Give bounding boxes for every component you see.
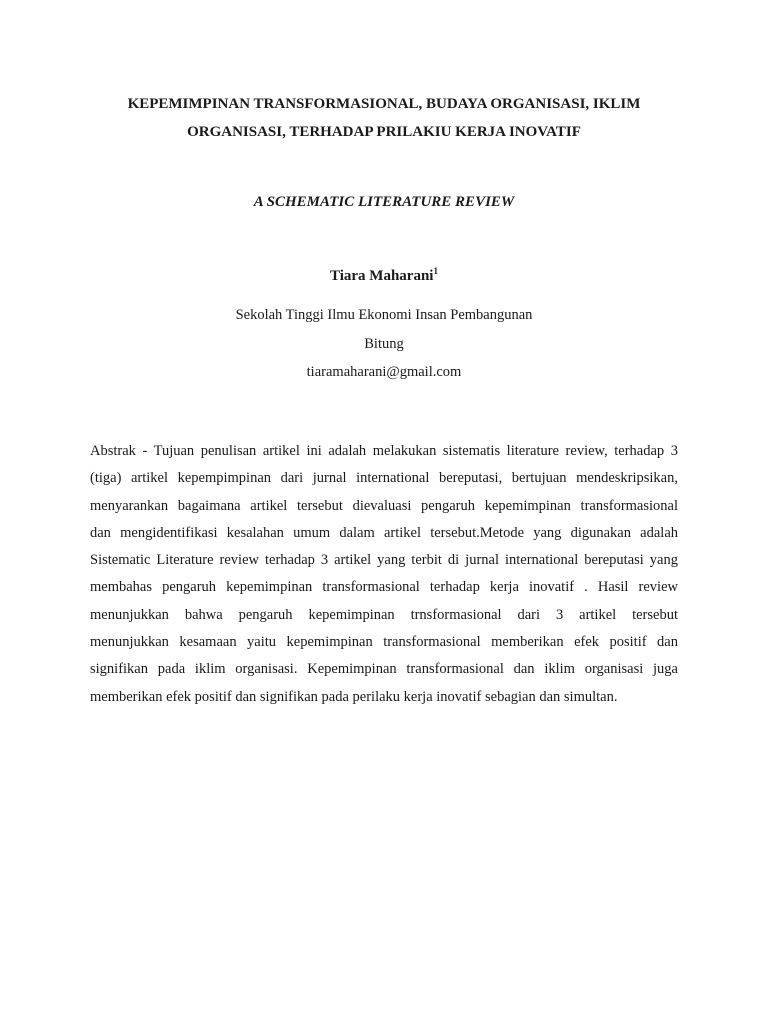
paper-subtitle: A SCHEMATIC LITERATURE REVIEW: [253, 194, 515, 210]
abstract-line: Sistematic Literature review terhadap 3 artikel yang terbit di jurnal international bereputasi yang: [90, 552, 678, 569]
abstract-line: menunjukkan bahwa pengaruh kepemimpinan trnsformasional dari 3 artikel tersebut: [90, 606, 678, 623]
title-line-2: ORGANISASI, TERHADAP PRILAKIU KERJA INOVATIF: [187, 124, 581, 140]
affiliation-city: Bitung: [364, 336, 404, 352]
title-line-1: KEPEMIMPINAN TRANSFORMASIONAL, BUDAYA ORGANISASI, IKLIM: [127, 96, 641, 112]
abstract-line: menunjukkan kesamaan yaitu kepemimpinan transformasional memberikan efek positif dan: [90, 634, 678, 651]
author-email: tiaramaharani@gmail.com: [306, 364, 462, 380]
affiliation-institution: Sekolah Tinggi Ilmu Ekonomi Insan Pembangunan: [235, 307, 533, 323]
abstract-line: signifikan pada iklim organisasi. Kepemimpinan transformasional dan iklim organisasi juga: [90, 661, 678, 678]
author-superscript: 1: [433, 266, 438, 276]
abstract: [90, 438, 678, 711]
paper-title: [60, 90, 708, 146]
author-name: Tiara Maharani: [330, 268, 434, 284]
abstract-line: menyarankan bagaimana artikel tersebut dievaluasi pengaruh kepemimpinan transformasional: [90, 497, 678, 514]
author-block: [60, 265, 708, 287]
abstract-line: memberikan efek positif dan signifikan pada perilaku kerja inovatif sebagian dan simultan.: [90, 688, 618, 705]
abstract-line: (tiga) artikel kepempimpinan dari jurnal international bereputasi, bertujuan mendeskripsikan,: [90, 470, 678, 487]
abstract-line: Abstrak - Tujuan penulisan artikel ini adalah melakukan sistematis literature review, terhadap 3: [90, 443, 678, 459]
abstract-line: membahas pengaruh kepemimpinan transformasional terhadap kerja inovatif . Hasil review: [90, 579, 678, 596]
abstract-line: dan mengidentifikasi kesalahan umum dalam artikel tersebut.Metode yang digunakan adalah: [90, 524, 678, 541]
